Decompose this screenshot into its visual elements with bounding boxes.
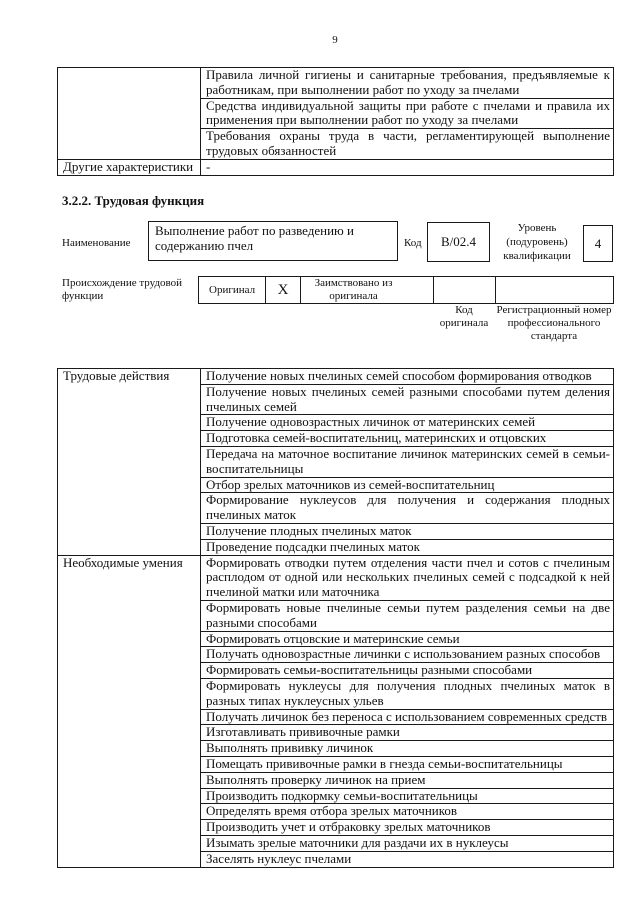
knowledge-continued-table bbox=[57, 67, 614, 176]
registration-number-cell bbox=[496, 277, 614, 304]
required-skill-item: Заселять нуклеус пчелами bbox=[201, 851, 614, 867]
table-row bbox=[199, 277, 614, 304]
labor-actions-label: Трудовые действия bbox=[58, 369, 201, 556]
required-skill-item: Производить учет и отбраковку зрелых маточников bbox=[201, 820, 614, 836]
required-skill-item: Формировать новые пчелиные семьи путем разделения семьи на две разными способами bbox=[201, 600, 614, 631]
section-heading: 3.2.2. Трудовая функция bbox=[62, 193, 205, 208]
table-row bbox=[58, 555, 614, 600]
knowledge-item: Правила личной гигиены и санитарные требования, предъявляемые к работникам, при выполнении работ по уходу за пчелами bbox=[201, 68, 614, 99]
required-skill-item: Изготавливать прививочные рамки bbox=[201, 725, 614, 741]
function-name-box bbox=[148, 221, 398, 261]
qualification-level-box bbox=[583, 225, 613, 262]
page-number: 9 bbox=[332, 34, 338, 46]
function-name-label: Наименование bbox=[62, 237, 131, 249]
required-skill-item: Изымать зрелые маточники для раздачи их в нуклеусы bbox=[201, 835, 614, 851]
table-row bbox=[58, 68, 614, 99]
required-skills-label: Необходимые умения bbox=[58, 555, 201, 867]
required-skill-item: Формировать нуклеусы для получения плодных пчелиных маток в разных типах нуклеусных ульев bbox=[201, 678, 614, 709]
function-code-label: Код bbox=[404, 237, 422, 249]
table-row bbox=[58, 159, 614, 175]
origin-table bbox=[198, 276, 614, 304]
required-skill-item: Формировать отводки путем отделения части пчел и сотов с пчелиным расплодом от одной или нескольких пчелиных семей с подсадкой к ней пчелиной матки или маточника bbox=[201, 555, 614, 600]
qualification-level-value: 4 bbox=[594, 235, 602, 251]
required-skill-item: Получать одновозрастные личинки с использованием разных способов bbox=[201, 647, 614, 663]
other-characteristics-label: Другие характеристики bbox=[58, 159, 201, 175]
required-skill-item: Выполнять проверку личинок на прием bbox=[201, 772, 614, 788]
required-skill-item: Выполнять прививку личинок bbox=[201, 741, 614, 757]
labor-action-item: Получение плодных пчелиных маток bbox=[201, 523, 614, 539]
labor-action-item: Получение новых пчелиных семей способом формирования отводков bbox=[201, 369, 614, 385]
borrowed-label: Заимствовано из оригинала bbox=[301, 277, 434, 304]
knowledge-label-cell bbox=[58, 68, 201, 160]
labor-action-item: Проведение подсадки пчелиных маток bbox=[201, 539, 614, 555]
function-name-value: Выполнение работ по разведению и содержанию пчел bbox=[155, 223, 354, 253]
origin-label: Происхождение трудовой функции bbox=[62, 277, 183, 302]
original-label: Оригинал bbox=[199, 277, 266, 304]
original-mark: X bbox=[266, 277, 301, 304]
labor-action-item: Формирование нуклеусов для получения и содержания плодных пчелиных маток bbox=[201, 493, 614, 524]
knowledge-item: Средства индивидуальной защиты при работе с пчелами и правила их применения при выполнении работ по уходу за пчелами bbox=[201, 98, 614, 129]
required-skill-item: Производить подкормку семьи-воспитательницы bbox=[201, 788, 614, 804]
labor-action-item: Получение одновозрастных личинок от материнских семей bbox=[201, 415, 614, 431]
table-row bbox=[58, 369, 614, 385]
knowledge-item: Требования охраны труда в части, регламентирующей выполнение трудовых обязанностей bbox=[201, 129, 614, 160]
function-code-value: B/02.4 bbox=[440, 234, 477, 249]
labor-action-item: Подготовка семей-воспитательниц, материнских и отцовских bbox=[201, 431, 614, 447]
labor-action-item: Отбор зрелых маточников из семей-воспитательниц bbox=[201, 477, 614, 493]
required-skill-item: Формировать семьи-воспитательницы разными способами bbox=[201, 663, 614, 679]
required-skill-item: Формировать отцовские и материнские семьи bbox=[201, 631, 614, 647]
original-code-cell bbox=[434, 277, 496, 304]
function-code-box bbox=[427, 222, 490, 262]
original-code-caption: Код оригинала bbox=[439, 304, 489, 329]
registration-number-caption: Регистрационный номер профессионального стандарта bbox=[496, 304, 612, 342]
required-skill-item: Помещать прививочные рамки в гнезда семьи-воспитательницы bbox=[201, 756, 614, 772]
qualification-level-label: Уровень (подуровень) квалификации bbox=[503, 222, 571, 262]
labor-action-item: Передача на маточное воспитание личинок материнских семей в семьи-воспитательницы bbox=[201, 446, 614, 477]
other-characteristics-value: - bbox=[201, 159, 614, 175]
required-skill-item: Определять время отбора зрелых маточников bbox=[201, 804, 614, 820]
labor-action-item: Получение новых пчелиных семей разными способами путем деления пчелиных семей bbox=[201, 384, 614, 415]
labor-function-table bbox=[57, 368, 614, 868]
required-skill-item: Получать личинок без переноса с использованием современных средств bbox=[201, 709, 614, 725]
